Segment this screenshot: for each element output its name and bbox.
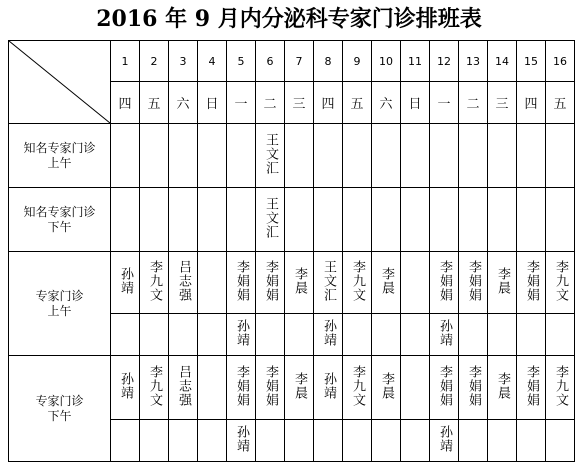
schedule-cell [430,314,459,356]
famous-pm-row [9,188,575,252]
schedule-cell [198,252,227,314]
schedule-cell [517,356,546,420]
schedule-cell [198,188,227,252]
schedule-cell [488,188,517,252]
doctor-name: 王文汇 [263,132,278,175]
schedule-cell [372,124,401,188]
doctor-name: 李娟娟 [234,259,249,302]
row-label-expert-am [9,252,111,356]
schedule-cell [459,124,488,188]
schedule-cell [169,124,198,188]
row-label-expert-pm [9,356,111,462]
schedule-cell [169,252,198,314]
doctor-name: 吕志强 [176,259,191,302]
weekday: 五 [546,82,575,124]
day-number: 16 [546,41,575,82]
day-number: 3 [169,41,198,82]
schedule-cell [140,356,169,420]
schedule-cell [546,314,575,356]
schedule-cell [314,420,343,462]
expert-am-row-a [9,252,575,314]
weekday: 一 [430,82,459,124]
doctor-name: 孙靖 [234,318,249,347]
doctor-name: 吕志强 [176,364,191,407]
doctor-name: 李娟娟 [524,259,539,302]
doctor-name: 李九文 [147,364,162,407]
page-title: 2016 年 9 月内分泌科专家门诊排班表 [96,6,482,32]
row-label-line2: 下午 [47,219,72,234]
schedule-cell [488,356,517,420]
schedule-cell [401,124,430,188]
weekday: 日 [401,82,430,124]
doctor-name: 孙靖 [437,424,452,453]
weekday: 一 [227,82,256,124]
schedule-cell [111,188,140,252]
doctor-name: 王文汇 [321,259,336,302]
schedule-cell [459,420,488,462]
schedule-cell [401,356,430,420]
expert-pm-row-a [9,356,575,420]
schedule-cell [314,314,343,356]
schedule-cell [546,420,575,462]
row-label-line2: 上午 [47,303,72,318]
schedule-cell [517,314,546,356]
doctor-name: 孙靖 [321,318,336,347]
doctor-name: 孙靖 [321,371,336,400]
schedule-cell [285,252,314,314]
schedule-cell [111,124,140,188]
weekday: 四 [517,82,546,124]
schedule-cell [517,252,546,314]
doctor-name: 李晨 [495,371,510,400]
day-number: 10 [372,41,401,82]
schedule-cell [343,420,372,462]
day-number: 8 [314,41,343,82]
doctor-name: 李娟娟 [234,364,249,407]
day-number: 15 [517,41,546,82]
schedule-cell [459,188,488,252]
schedule-cell [169,314,198,356]
schedule-cell [111,356,140,420]
schedule-cell [546,356,575,420]
doctor-name: 李晨 [379,266,394,295]
schedule-cell [111,420,140,462]
weekday: 六 [169,82,198,124]
schedule-cell [430,124,459,188]
schedule-cell [343,356,372,420]
schedule-cell [546,252,575,314]
schedule-cell [285,420,314,462]
header-day-row [9,41,575,82]
day-number: 12 [430,41,459,82]
schedule-cell [372,356,401,420]
schedule-cell [430,420,459,462]
doctor-name: 李晨 [292,371,307,400]
schedule-cell [140,314,169,356]
schedule-cell [488,314,517,356]
famous-am-row [9,124,575,188]
schedule-cell [169,420,198,462]
schedule-cell [546,188,575,252]
schedule-cell [488,124,517,188]
doctor-name: 李娟娟 [263,364,278,407]
schedule-cell [430,356,459,420]
schedule-cell [488,252,517,314]
schedule-cell [227,252,256,314]
weekday: 日 [198,82,227,124]
day-number: 6 [256,41,285,82]
schedule-cell [546,124,575,188]
doctor-name: 李九文 [553,364,568,407]
doctor-name: 李娟娟 [466,259,481,302]
row-label-famous-pm [9,188,111,252]
doctor-name: 李娟娟 [466,364,481,407]
schedule-cell [140,124,169,188]
schedule-cell [227,314,256,356]
corner-cell [9,41,111,124]
schedule-cell [517,188,546,252]
schedule-cell [198,356,227,420]
schedule-cell [198,314,227,356]
schedule-cell [459,252,488,314]
doctor-name: 孙靖 [437,318,452,347]
day-number: 14 [488,41,517,82]
doctor-name: 李娟娟 [437,364,452,407]
schedule-cell [256,124,285,188]
schedule-cell [285,188,314,252]
doctor-name: 李娟娟 [263,259,278,302]
weekday: 五 [343,82,372,124]
schedule-cell [227,420,256,462]
row-label-line1: 专家门诊 [35,393,84,408]
schedule-cell [256,420,285,462]
doctor-name: 李娟娟 [524,364,539,407]
schedule-cell [314,188,343,252]
schedule-cell [372,188,401,252]
day-number: 9 [343,41,372,82]
schedule-cell [401,314,430,356]
schedule-cell [140,252,169,314]
doctor-name: 李九文 [350,259,365,302]
weekday: 四 [111,82,140,124]
schedule-cell [430,188,459,252]
row-label-line2: 上午 [47,155,72,170]
weekday: 四 [314,82,343,124]
row-label-line2: 下午 [47,408,72,423]
schedule-cell [256,252,285,314]
schedule-cell [372,314,401,356]
schedule-cell [227,356,256,420]
schedule-cell [517,124,546,188]
schedule-cell [111,252,140,314]
corner-diagonal [9,41,110,123]
weekday: 二 [459,82,488,124]
schedule-cell [343,314,372,356]
schedule-cell [343,124,372,188]
schedule-cell [227,124,256,188]
schedule-cell [430,252,459,314]
schedule-cell [198,420,227,462]
weekday: 五 [140,82,169,124]
doctor-name: 李晨 [292,266,307,295]
doctor-name: 李晨 [495,266,510,295]
schedule-cell [314,252,343,314]
schedule-cell [517,420,546,462]
schedule-table [8,40,575,462]
row-label-line1: 知名专家门诊 [23,140,96,155]
doctor-name: 孙靖 [234,424,249,453]
weekday: 二 [256,82,285,124]
schedule-cell [285,314,314,356]
schedule-cell [285,124,314,188]
schedule-cell [343,252,372,314]
doctor-name: 孙靖 [118,371,133,400]
doctor-name: 李九文 [553,259,568,302]
doctor-name: 李娟娟 [437,259,452,302]
row-label-famous-am [9,124,111,188]
schedule-cell [169,356,198,420]
schedule-cell [140,420,169,462]
schedule-cell [401,188,430,252]
schedule-cell [256,356,285,420]
schedule-cell [198,124,227,188]
schedule-cell [256,188,285,252]
weekday: 六 [372,82,401,124]
day-number: 7 [285,41,314,82]
schedule-cell [111,314,140,356]
schedule-cell [140,188,169,252]
doctor-name: 王文汇 [263,196,278,239]
schedule-cell [401,252,430,314]
schedule-cell [314,124,343,188]
doctor-name: 李晨 [379,371,394,400]
schedule-cell [459,314,488,356]
day-number: 11 [401,41,430,82]
schedule-cell [372,420,401,462]
schedule-cell [169,188,198,252]
schedule-cell [488,420,517,462]
schedule-cell [343,188,372,252]
doctor-name: 孙靖 [118,266,133,295]
schedule-cell [314,356,343,420]
schedule-cell [459,356,488,420]
schedule-cell [227,188,256,252]
schedule-cell [372,252,401,314]
row-label-line1: 专家门诊 [35,288,84,303]
day-number: 13 [459,41,488,82]
doctor-name: 李九文 [147,259,162,302]
doctor-name: 李九文 [350,364,365,407]
schedule-cell [401,420,430,462]
day-number: 4 [198,41,227,82]
schedule-cell [285,356,314,420]
day-number: 2 [140,41,169,82]
day-number: 1 [111,41,140,82]
row-label-line1: 知名专家门诊 [23,204,96,219]
weekday: 三 [285,82,314,124]
schedule-cell [256,314,285,356]
day-number: 5 [227,41,256,82]
weekday: 三 [488,82,517,124]
